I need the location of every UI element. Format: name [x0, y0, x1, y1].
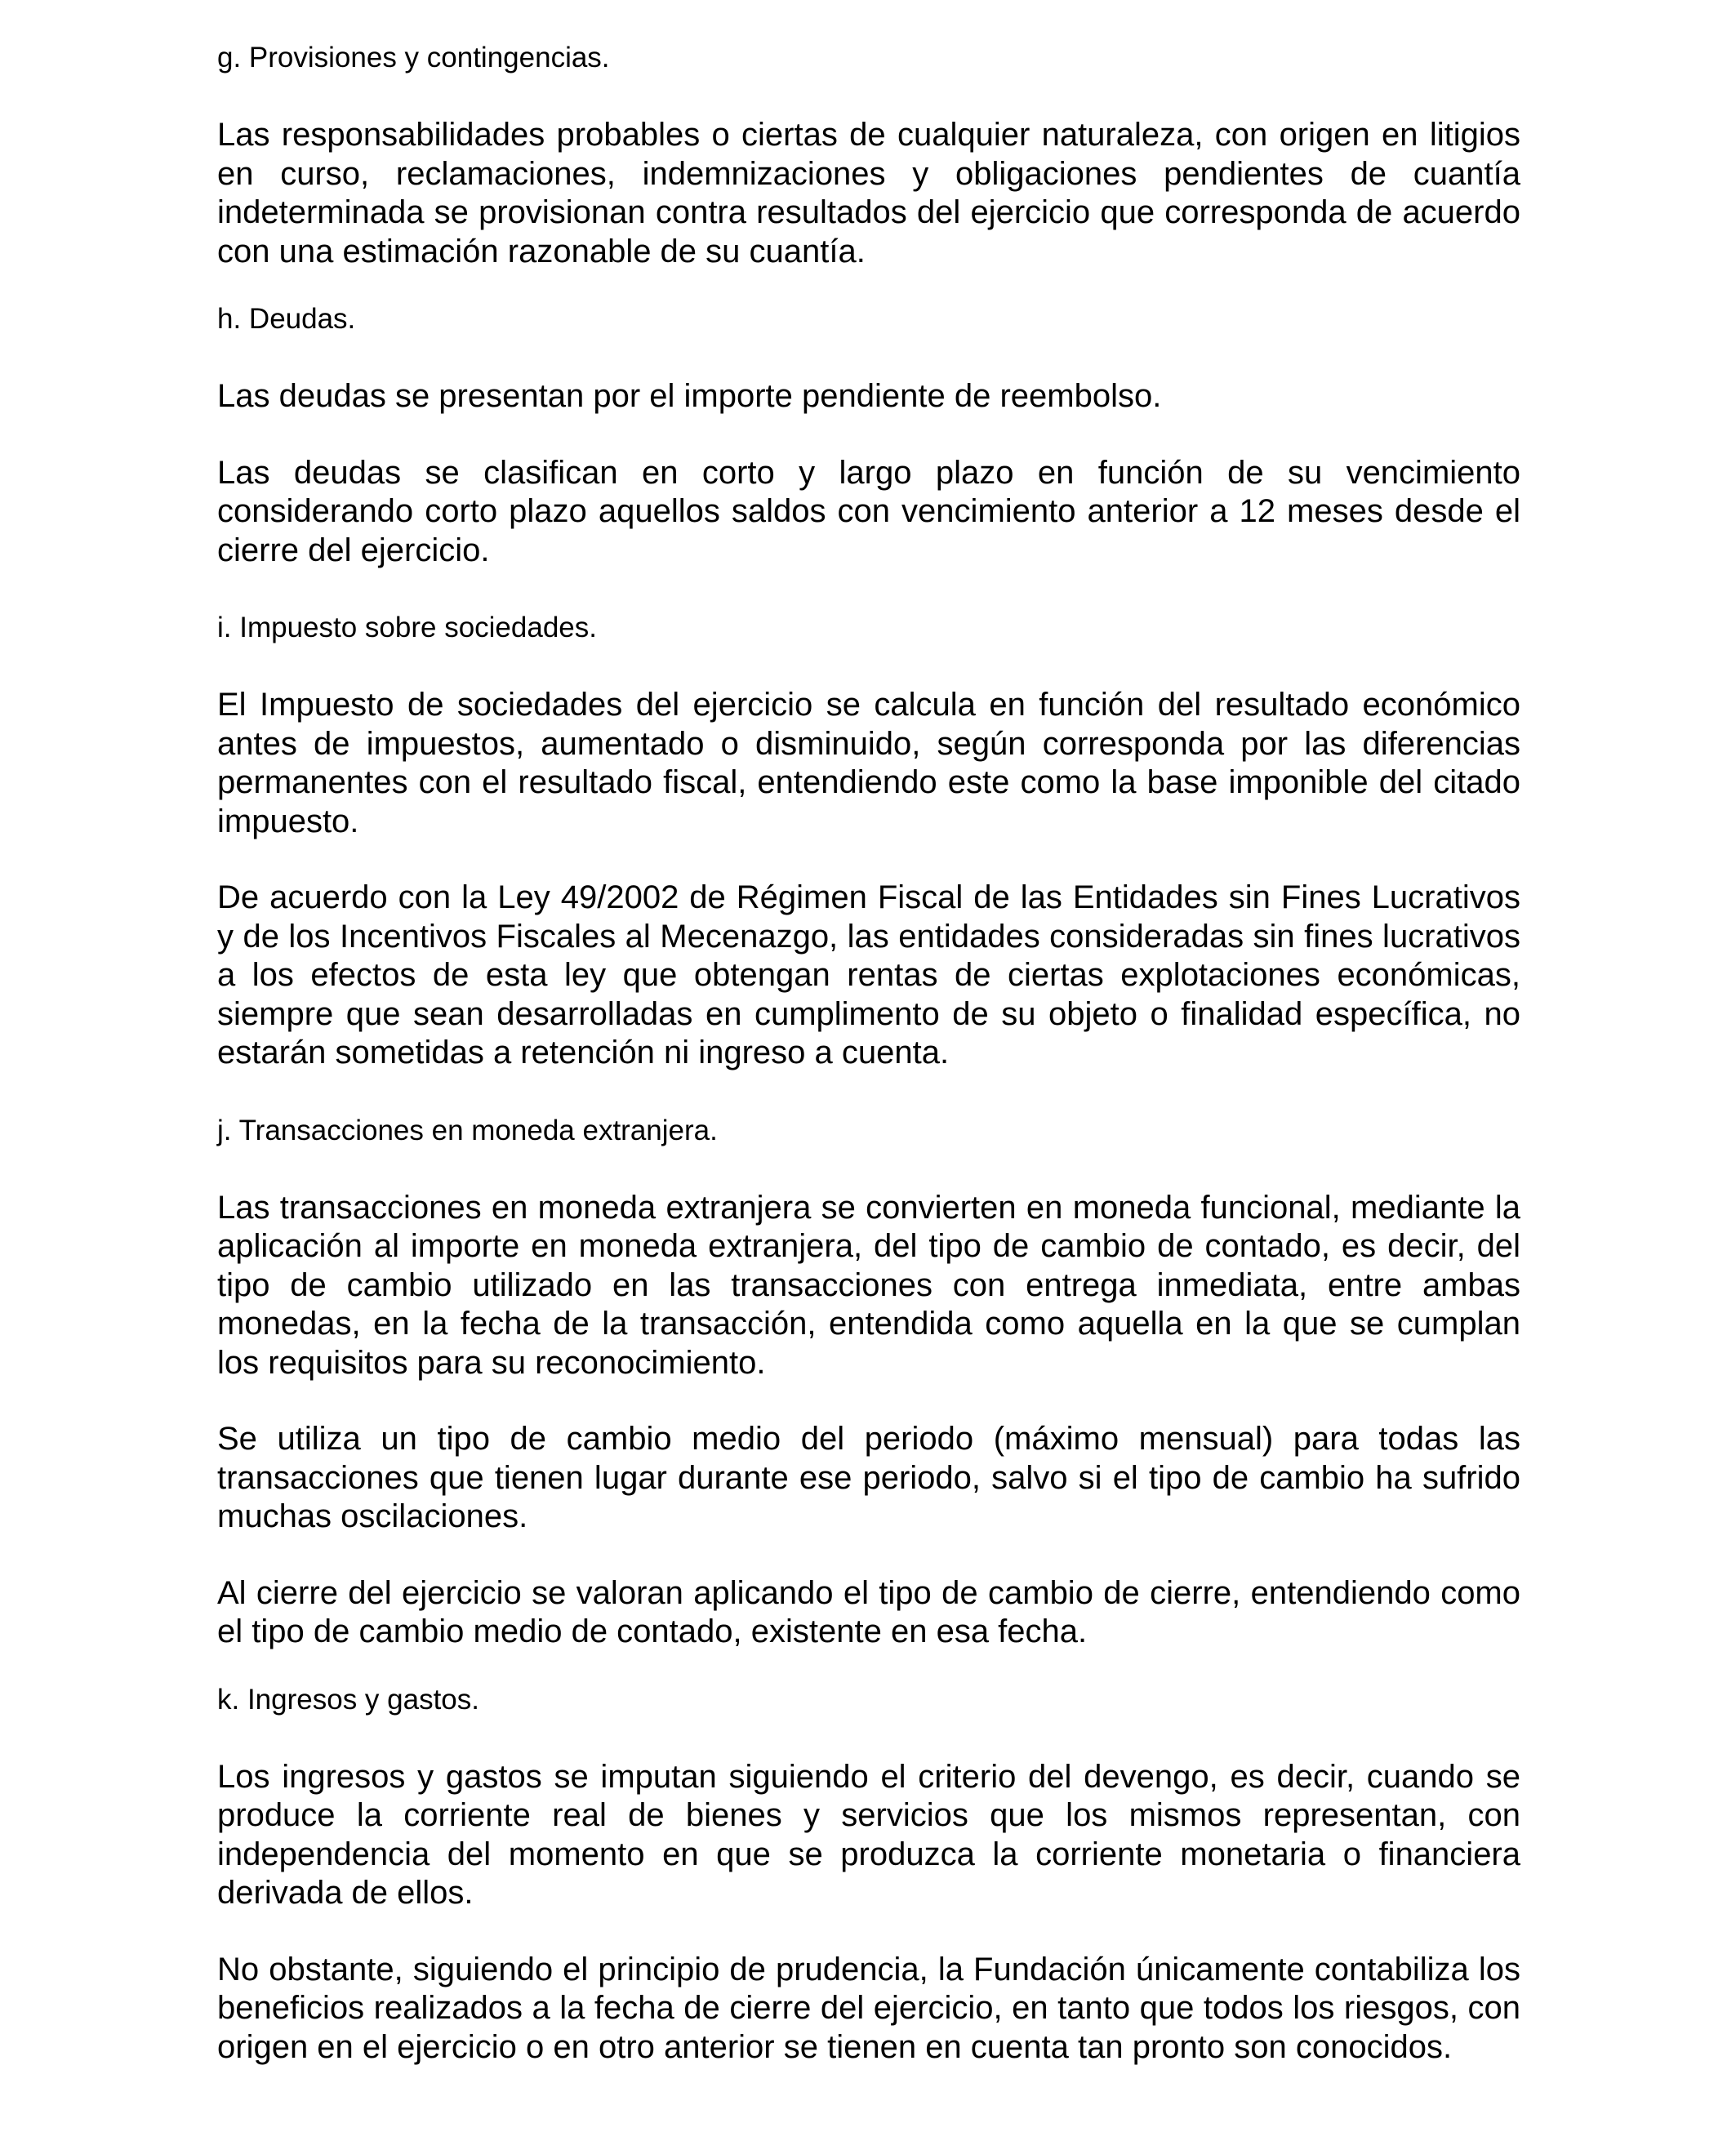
paragraph: Al cierre del ejercicio se valoran aplicando el tipo de cambio de cierre, entendiendo como el tipo de cambio medio de contado, existente en esa fecha.	[217, 1574, 1520, 1649]
paragraph: De acuerdo con la Ley 49/2002 de Régimen Fiscal de las Entidades sin Fines Lucrativos y de los Incentivos Fiscales al Mecenazgo, las entidades consideradas sin fines lucrativos a los efectos de esta ley que obtengan rentas de ciertas explotaciones económicas, siempre que sean desarrolladas en cumplimento de su objeto o finalidad específica, no estarán sometidas a retención ni ingreso a cuenta.	[217, 879, 1520, 1070]
section-heading-provisiones: g. Provisiones y contingencias.	[217, 42, 610, 73]
paragraph: Los ingresos y gastos se imputan siguiendo el criterio del devengo, es decir, cuando se produce la corriente real de bienes y servicios que los mismos representan, con independencia del momento en que se produzca la corriente monetaria o financiera derivada de ellos.	[217, 1758, 1520, 1911]
paragraph: El Impuesto de sociedades del ejercicio se calcula en función del resultado económico antes de impuestos, aumentado o disminuido, según corresponda por las diferencias permanentes con el resultado fiscal, entendiendo este como la base imponible del citado impuesto.	[217, 687, 1520, 839]
paragraph: Las deudas se presentan por el importe pendiente de reembolso.	[217, 378, 1162, 414]
section-heading-impuesto: i. Impuesto sobre sociedades.	[217, 612, 597, 643]
document-page	[217, 38, 1520, 2067]
section-heading-deudas: h. Deudas.	[217, 303, 356, 335]
section-heading-transacciones: j. Transacciones en moneda extranjera.	[217, 1114, 718, 1146]
paragraph: Las responsabilidades probables o ciertas de cualquier naturaleza, con origen en litigios en curso, reclamaciones, indemnizaciones y obligaciones pendientes de cuantía indeterminada se provisionan contra resultados del ejercicio que corresponda de acuerdo con una estimación razonable de su cuantía.	[217, 117, 1520, 269]
section-heading-ingresos: k. Ingresos y gastos.	[217, 1683, 479, 1716]
paragraph: No obstante, siguiendo el principio de prudencia, la Fundación únicamente contabiliza los beneficios realizados a la fecha de cierre del ejercicio, en tanto que todos los riesgos, con origen en el ejercicio o en otro anterior se tienen en cuenta tan pronto son conocidos.	[217, 1951, 1520, 2065]
paragraph: Se utiliza un tipo de cambio medio del periodo (máximo mensual) para todas las transacciones que tienen lugar durante ese periodo, salvo si el tipo de cambio ha sufrido muchas oscilaciones.	[217, 1421, 1520, 1534]
paragraph: Las transacciones en moneda extranjera se convierten en moneda funcional, mediante la aplicación al importe en moneda extranjera, del tipo de cambio de contado, es decir, del tipo de cambio utilizado en las transacciones con entrega inmediata, entre ambas monedas, en la fecha de la transacción, entendida como aquella en la que se cumplan los requisitos para su reconocimiento.	[217, 1189, 1520, 1381]
paragraph: Las deudas se clasifican en corto y largo plazo en función de su vencimiento considerando corto plazo aquellos saldos con vencimiento anterior a 12 meses desde el cierre del ejercicio.	[217, 454, 1520, 568]
